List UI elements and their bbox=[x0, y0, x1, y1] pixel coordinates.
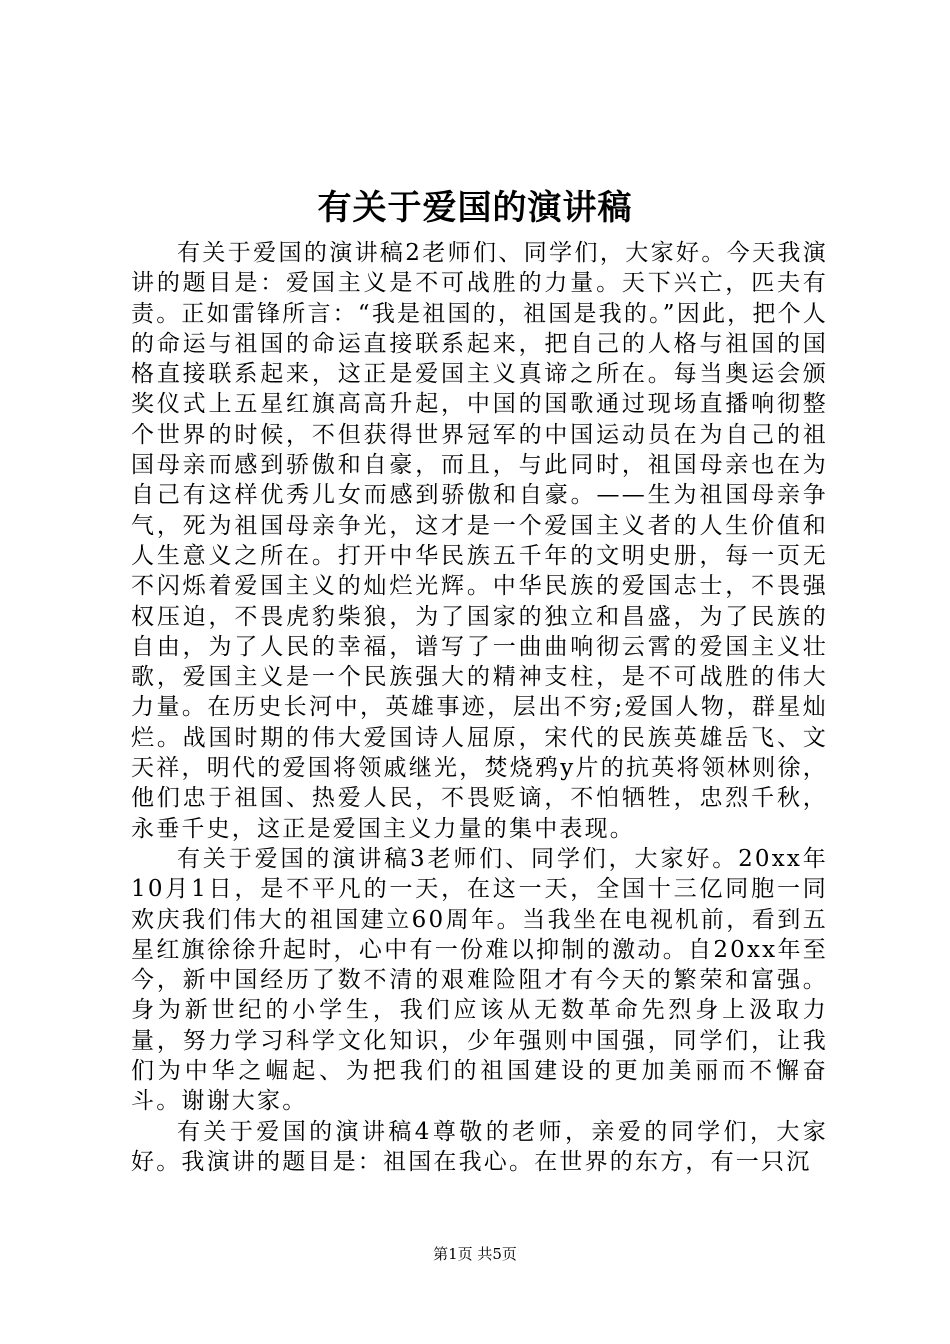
document-body bbox=[131, 238, 828, 1177]
paragraph-speech-4: 有关于爱国的演讲稿4尊敬的老师，亲爱的同学们，大家好。我演讲的题目是：祖国在我心。在世界的东方，有一只沉 bbox=[131, 1118, 828, 1175]
page-number-footer: 第1页 共5页 bbox=[433, 1245, 517, 1263]
document-title: 有关于爱国的演讲稿 bbox=[317, 188, 633, 228]
paragraph-speech-2: 有关于爱国的演讲稿2老师们、同学们，大家好。今天我演讲的题目是：爱国主义是不可战胜的力量。天下兴亡，匹夫有责。正如雷锋所言：“我是祖国的，祖国是我的。”因此，把个人的命运与祖国的命运直接联系起来，把自己的人格与祖国的国格直接联系起来，这正是爱国主义真谛之所在。每当奥运会颁奖仪式上五星红旗高高升起，中国的国歌通过现场直播响彻整个世界的时候，不但获得世界冠军的中国运动员在为自己的祖国母亲而感到骄傲和自豪，而且，与此同时，祖国母亲也在为自己有这样优秀儿女而感到骄傲和自豪。——生为祖国母亲争气，死为祖国母亲争光，这才是一个爱国主义者的人生价值和人生意义之所在。打开中华民族五千年的文明史册，每一页无不闪烁着爱国主义的灿烂光辉。中华民族的爱国志士，不畏强权压迫，不畏虎豹柴狼，为了国家的独立和昌盛，为了民族的自由，为了人民的幸福，谱写了一曲曲响彻云霄的爱国主义壮歌，爱国主义是一个民族强大的精神支柱，是不可战胜的伟大力量。在历史长河中，英雄事迹，层出不穷;爱国人物，群星灿烂。战国时期的伟大爱国诗人屈原，宋代的民族英雄岳飞、文天祥，明代的爱国将领戚继光，焚烧鸦y片的抗英将领林则徐，他们忠于祖国、热爱人民，不畏贬谪，不怕牺牲，忠烈千秋，永垂千史，这正是爱国主义力量的集中表现。 bbox=[131, 240, 828, 842]
paragraph-speech-3: 有关于爱国的演讲稿3老师们、同学们，大家好。20xx年10月1日，是不平凡的一天，在这一天，全国十三亿同胞一同欢庆我们伟大的祖国建立60周年。当我坐在电视机前，看到五星红旗徐徐升起时，心中有一份难以抑制的激动。自20xx年至今，新中国经历了数不清的艰难险阻才有今天的繁荣和富强。身为新世纪的小学生，我们应该从无数革命先烈身上汲取力量，努力学习科学文化知识，少年强则中国强，同学们，让我们为中华之崛起、为把我们的祖国建设的更加美丽而不懈奋斗。谢谢大家。 bbox=[131, 845, 828, 1115]
